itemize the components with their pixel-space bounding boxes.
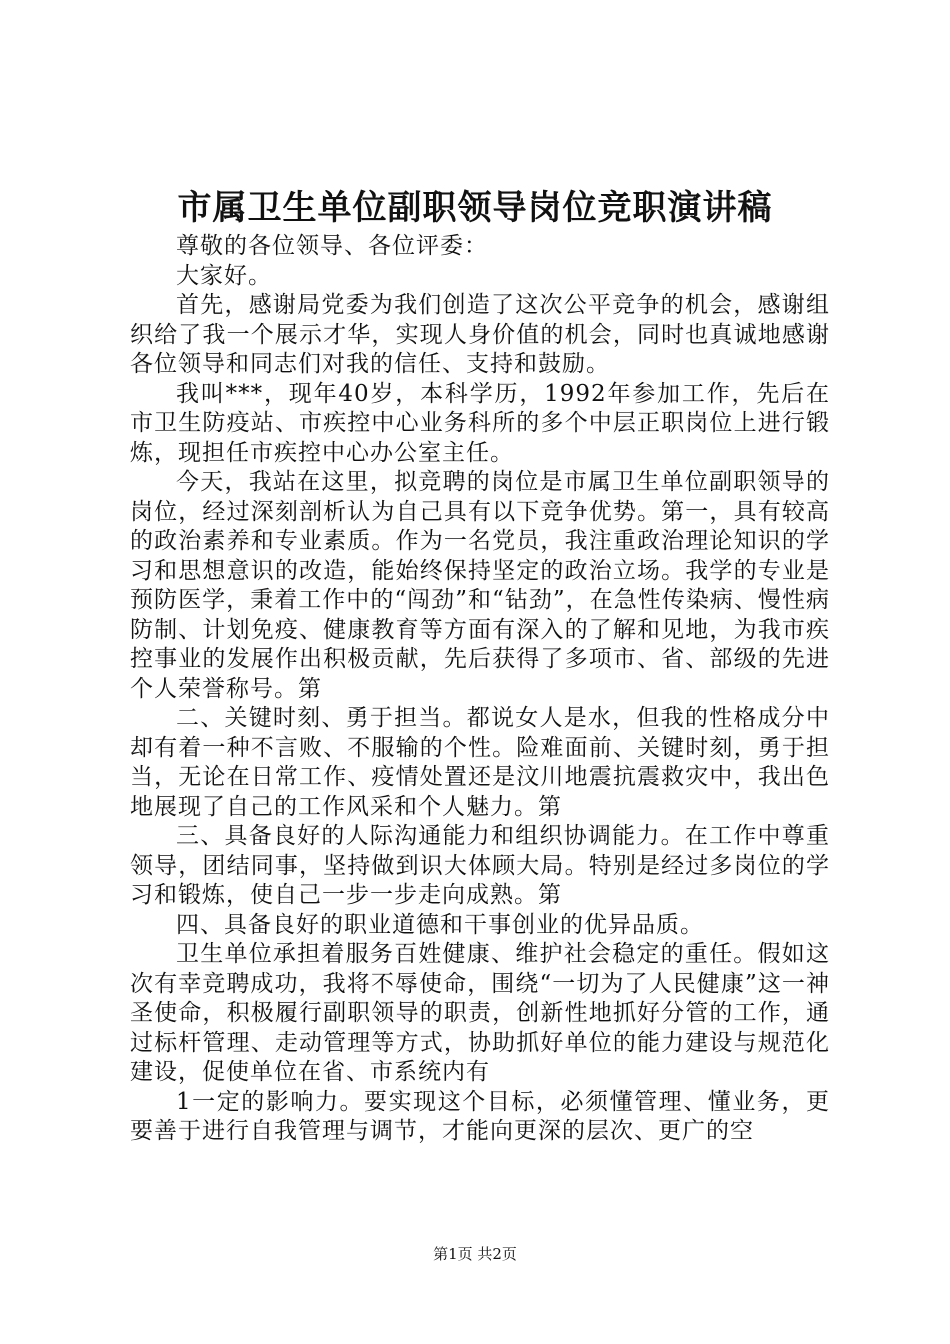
document-body — [130, 232, 830, 1147]
paragraph-advantage-one: 今天，我站在这里，拟竞聘的岗位是市属卫生单位副职领导的岗位，经过深刻剖析认为自己具有以下竞争优势。第一，具有较高的政治素养和专业素质。作为一名党员，我注重政治理论知识的学习和思想意识的改造，能始终保持坚定的政治立场。我学的专业是预防医学，秉着工作中的“闯劲”和“钻劲”，在急性传染病、慢性病防制、计划免疫、健康教育等方面有深入的了解和见地，为我市疾控事业的发展作出积极贡献，先后获得了多项市、省、部级的先进个人荣誉称号。第 — [130, 469, 830, 702]
greeting: 大家好。 — [176, 262, 272, 289]
paragraph-advantage-three: 三、具备良好的人际沟通能力和组织协调能力。在工作中尊重领导，团结同事，坚持做到识大体顾大局。特别是经过多岗位的学习和锻炼，使自己一步一步走向成熟。第 — [130, 823, 830, 908]
paragraph-advantage-two: 二、关键时刻、勇于担当。都说女人是水，但我的性格成分中却有着一种不言败、不服输的个性。险难面前、关键时刻，勇于担当，无论在日常工作、疫情处置还是汶川地震抗震救灾中，我出色地展现了自己的工作风采和个人魅力。第 — [130, 705, 830, 820]
paragraph-self-intro: 我叫***，现年40岁，本科学历，1992年参加工作，先后在市卫生防疫站、市疾控中心业务科所的多个中层正职岗位上进行锻炼，现担任市疾控中心办公室主任。 — [130, 380, 830, 466]
document-title: 市属卫生单位副职领导岗位竞职演讲稿 — [177, 188, 773, 228]
paragraph-thanks: 首先，感谢局党委为我们创造了这次公平竞争的机会，感谢组织给了我一个展示才华，实现人身价值的机会，同时也真诚地感谢各位领导和同志们对我的信任、支持和鼓励。 — [130, 292, 830, 377]
paragraph-plan: 卫生单位承担着服务百姓健康、维护社会稳定的重任。假如这次有幸竞聘成功，我将不辱使命，围绕“一切为了人民健康”这一神圣使命，积极履行副职领导的职责，创新性地抓好分管的工作，通过标杆管理、走动管理等方式，协助抓好单位的能力建设与规范化建设，促使单位在省、市系统内有 — [130, 941, 830, 1085]
paragraph-continuation: 1一定的影响力。要实现这个目标，必须懂管理、懂业务，更要善于进行自我管理与调节，才能向更深的层次、更广的空 — [130, 1088, 830, 1144]
salutation: 尊敬的各位领导、各位评委： — [176, 233, 488, 259]
page-number-footer: 第1页 共2页 — [433, 1245, 517, 1263]
paragraph-advantage-four: 四、具备良好的职业道德和干事创业的优异品质。 — [176, 911, 704, 938]
